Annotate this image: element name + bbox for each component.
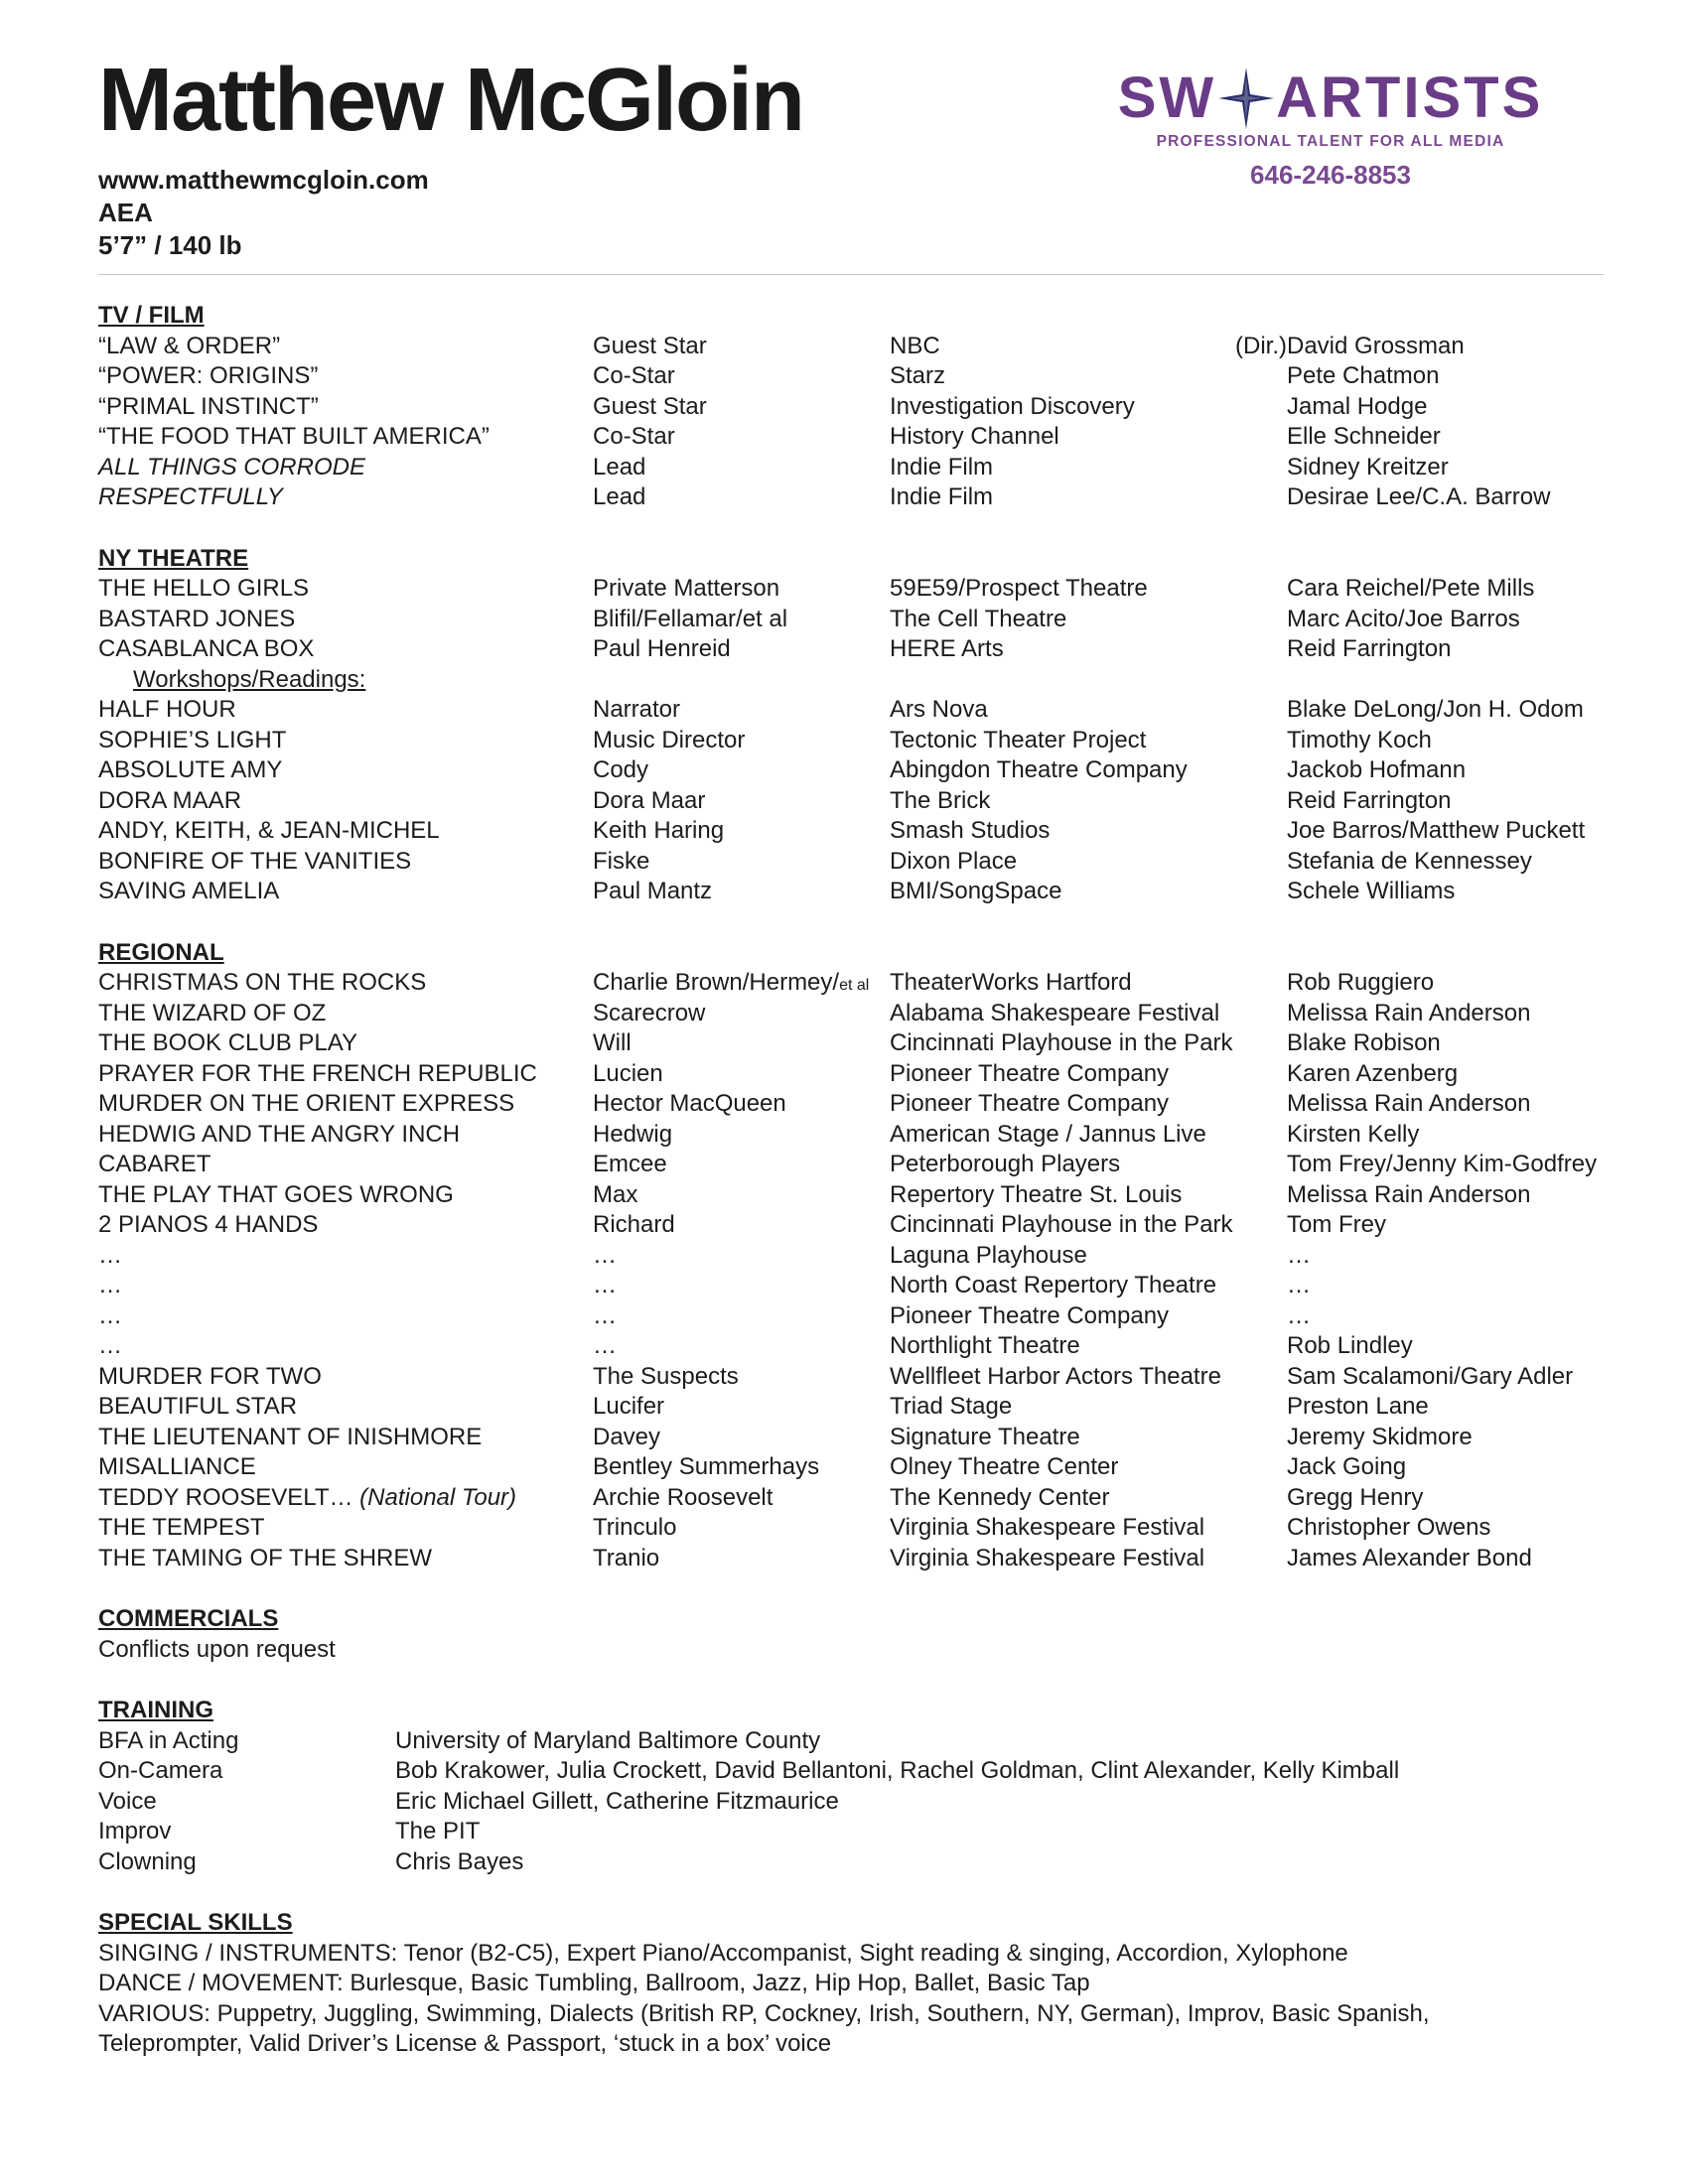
- credit-title: 2 PIANOS 4 HANDS: [98, 1211, 319, 1238]
- credit-role-note: et al: [839, 977, 870, 994]
- credit-role: Archie Roosevelt: [593, 1483, 774, 1511]
- credit-venue: Triad Stage: [890, 1393, 1013, 1420]
- credit-row: [98, 726, 1608, 756]
- credit-venue: The Kennedy Center: [890, 1483, 1110, 1511]
- credit-role: Lucifer: [593, 1393, 665, 1420]
- credit-title: HEDWIG AND THE ANGRY INCH: [98, 1120, 461, 1148]
- credit-director: Blake Robison: [1287, 1029, 1441, 1056]
- credit-role: Scarecrow: [593, 999, 706, 1026]
- credit-venue: Cincinnati Playhouse in the Park: [890, 1029, 1233, 1056]
- height-weight: 5’7” / 140 lb: [98, 230, 242, 260]
- credit-title: BONFIRE OF THE VANITIES: [98, 847, 412, 875]
- credit-row: [98, 999, 1608, 1029]
- credit-title: MURDER FOR TWO: [98, 1362, 322, 1390]
- credit-row: [98, 968, 1608, 999]
- credit-title: BASTARD JONES: [98, 605, 296, 632]
- regional-section: [98, 938, 1608, 1574]
- credit-role: Paul Mantz: [593, 878, 713, 904]
- credit-role: Emcee: [593, 1151, 667, 1177]
- credit-row: [98, 1271, 1608, 1301]
- tv-film-section: [98, 301, 1608, 513]
- credit-role: Dora Maar: [593, 786, 706, 814]
- credit-role: Narrator: [593, 696, 681, 723]
- credit-director: James Alexander Bond: [1287, 1544, 1532, 1571]
- training-row: [98, 1787, 1608, 1818]
- training-row: [98, 1726, 1608, 1757]
- agency-logo-right-text: ARTISTS: [1276, 66, 1544, 130]
- union-affiliation: AEA: [98, 198, 153, 227]
- credit-row: [98, 482, 1608, 513]
- credit-title: CHRISTMAS ON THE ROCKS: [98, 969, 427, 996]
- training-area: BFA in Acting: [98, 1726, 239, 1754]
- credit-row: [98, 1241, 1608, 1272]
- workshops-readings-heading: Workshops/Readings:: [133, 665, 366, 693]
- credit-venue: Dixon Place: [890, 847, 1018, 875]
- credit-director: Sam Scalamoni/Gary Adler: [1287, 1362, 1574, 1390]
- credit-role: Music Director: [593, 726, 746, 753]
- credit-title: HALF HOUR: [98, 696, 236, 723]
- credit-row: [98, 695, 1608, 726]
- credit-role: Guest Star: [593, 392, 707, 420]
- credit-title: ANDY, KEITH, & JEAN-MICHEL: [98, 817, 440, 844]
- credit-venue: Olney Theatre Center: [890, 1453, 1119, 1480]
- agency-logo-left-text: SW: [1117, 66, 1217, 130]
- credit-role: Keith Haring: [593, 817, 725, 844]
- credit-director: Stefania de Kennessey: [1287, 847, 1532, 875]
- skills-line-dance: DANCE / MOVEMENT: Burlesque, Basic Tumbling, Ballroom, Jazz, Hip Hop, Ballet, Basic Tap: [98, 1970, 1090, 1996]
- credit-row: [98, 1513, 1608, 1544]
- credit-row: [98, 1028, 1608, 1059]
- credit-row: [98, 1544, 1608, 1574]
- credit-venue: North Coast Repertory Theatre: [890, 1272, 1217, 1298]
- credit-row: [98, 1089, 1608, 1120]
- training-area: Clowning: [98, 1847, 197, 1875]
- credit-director: Schele Williams: [1287, 878, 1456, 904]
- credit-row: [98, 1150, 1608, 1180]
- section-title-ny-theatre: NY THEATRE: [98, 544, 249, 572]
- credit-title: “POWER: ORIGINS”: [98, 362, 319, 389]
- credit-title: THE PLAY THAT GOES WRONG: [98, 1180, 454, 1208]
- credit-role: Bentley Summerhays: [593, 1453, 820, 1480]
- agency-phone[interactable]: 646-246-8853: [1250, 160, 1411, 190]
- credit-title: MURDER ON THE ORIENT EXPRESS: [98, 1090, 515, 1117]
- credit-venue: The Brick: [890, 786, 991, 814]
- credit-director: …: [1287, 1301, 1311, 1329]
- credit-row: [98, 1331, 1608, 1362]
- skills-line-various: VARIOUS: Puppetry, Juggling, Swimming, Dialects (British RP, Cockney, Irish, Southern, NY, German), Improv, Basic Spanish,: [98, 1999, 1430, 2027]
- header-divider: [98, 274, 1604, 275]
- credit-director: Preston Lane: [1287, 1393, 1429, 1420]
- credit-row: [98, 605, 1608, 635]
- credit-role: Hector MacQueen: [593, 1090, 786, 1117]
- credit-director: Rob Lindley: [1287, 1332, 1413, 1359]
- credit-venue: Pioneer Theatre Company: [890, 1301, 1170, 1329]
- credit-director: Blake DeLong/Jon H. Odom: [1287, 696, 1584, 723]
- credit-venue: 59E59/Prospect Theatre: [890, 575, 1148, 602]
- credit-title: PRAYER FOR THE FRENCH REPUBLIC: [98, 1059, 537, 1087]
- star-icon: [1218, 68, 1274, 129]
- credit-venue: Laguna Playhouse: [890, 1241, 1087, 1269]
- credit-venue: Northlight Theatre: [890, 1332, 1080, 1359]
- credit-role: Trinculo: [593, 1514, 677, 1541]
- credit-row: [98, 574, 1608, 605]
- credit-title: THE WIZARD OF OZ: [98, 999, 327, 1026]
- credit-director: Jack Going: [1287, 1453, 1407, 1480]
- credit-role: Lead: [593, 453, 646, 480]
- credit-row: [98, 1180, 1608, 1211]
- credit-venue: Peterborough Players: [890, 1151, 1121, 1177]
- credit-row: [98, 1452, 1608, 1483]
- agency-block: [1092, 68, 1569, 191]
- credit-title: DORA MAAR: [98, 786, 242, 814]
- credit-director: Melissa Rain Anderson: [1287, 1180, 1531, 1208]
- credit-venue: Alabama Shakespeare Festival: [890, 999, 1220, 1026]
- credit-row: [98, 1423, 1608, 1453]
- credit-role: Blifil/Fellamar/et al: [593, 605, 788, 632]
- credit-role: Guest Star: [593, 332, 707, 359]
- credit-title: …: [98, 1332, 122, 1359]
- credit-row: [98, 453, 1608, 483]
- credit-title: THE BOOK CLUB PLAY: [98, 1029, 357, 1056]
- credit-title: “PRIMAL INSTINCT”: [98, 392, 319, 420]
- credit-director: Melissa Rain Anderson: [1287, 999, 1531, 1026]
- credit-director: …: [1287, 1241, 1311, 1269]
- credit-title: “THE FOOD THAT BUILT AMERICA”: [98, 423, 490, 450]
- credit-title-note: (National Tour): [352, 1483, 517, 1511]
- section-title-tv-film: TV / FILM: [98, 302, 205, 329]
- agency-logo: [1092, 68, 1569, 129]
- credit-director: Reid Farrington: [1287, 786, 1452, 814]
- special-skills-section: [98, 1908, 1608, 2060]
- credit-role: Co-Star: [593, 423, 675, 450]
- credit-row: [98, 634, 1608, 665]
- commercials-section: [98, 1604, 1608, 1665]
- credit-row: [98, 361, 1608, 392]
- section-title-commercials: COMMERCIALS: [98, 1605, 279, 1632]
- credit-title: …: [98, 1301, 122, 1329]
- training-section: [98, 1696, 1608, 1877]
- credit-director: Rob Ruggiero: [1287, 969, 1435, 996]
- training-row: [98, 1756, 1608, 1787]
- credit-title: ALL THINGS CORRODE: [98, 453, 365, 480]
- credit-row: [98, 786, 1608, 817]
- credit-row: [98, 1301, 1608, 1332]
- credit-role: Charlie Brown/Hermey/et al: [593, 969, 870, 996]
- section-title-regional: REGIONAL: [98, 938, 224, 966]
- section-title-special-skills: SPECIAL SKILLS: [98, 1909, 293, 1936]
- credit-director: Tom Frey: [1287, 1211, 1387, 1238]
- credit-venue: American Stage / Jannus Live: [890, 1120, 1206, 1148]
- credit-role: …: [593, 1301, 617, 1329]
- credit-venue: Tectonic Theater Project: [890, 726, 1147, 753]
- credit-role: Tranio: [593, 1544, 660, 1571]
- credit-title: “LAW & ORDER”: [98, 332, 281, 359]
- credit-row: [98, 1362, 1608, 1393]
- credit-venue: Ars Nova: [890, 696, 988, 723]
- credit-venue: Virginia Shakespeare Festival: [890, 1514, 1205, 1541]
- credit-title: CABARET: [98, 1151, 211, 1177]
- credit-role: Hedwig: [593, 1120, 673, 1148]
- credit-venue: History Channel: [890, 423, 1059, 450]
- training-area: On-Camera: [98, 1757, 223, 1784]
- training-row: [98, 1817, 1608, 1847]
- credit-role: …: [593, 1272, 617, 1298]
- contact-block: [98, 164, 429, 262]
- credit-director: Reid Farrington: [1287, 635, 1452, 662]
- credit-director: Pete Chatmon: [1287, 362, 1440, 389]
- commercials-note: Conflicts upon request: [98, 1635, 336, 1663]
- credit-director: Kirsten Kelly: [1287, 1120, 1420, 1148]
- credit-row: [98, 877, 1608, 907]
- training-detail: University of Maryland Baltimore County: [395, 1726, 821, 1754]
- credit-row: [98, 755, 1608, 786]
- credit-row: [98, 847, 1608, 878]
- credit-row: [98, 1392, 1608, 1423]
- training-detail: Chris Bayes: [395, 1847, 524, 1875]
- training-row: [98, 1847, 1608, 1878]
- agency-tagline: PROFESSIONAL TALENT FOR ALL MEDIA: [1156, 133, 1505, 150]
- credit-row: [98, 1120, 1608, 1151]
- credit-title: SAVING AMELIA: [98, 878, 280, 904]
- credit-title: TEDDY ROOSEVELT… (National Tour): [98, 1483, 517, 1511]
- credit-title: …: [98, 1241, 122, 1269]
- credit-venue: NBC: [890, 332, 940, 359]
- credit-director: Christopher Owens: [1287, 1514, 1491, 1541]
- credit-venue: Repertory Theatre St. Louis: [890, 1180, 1183, 1208]
- credit-row: [98, 392, 1608, 423]
- credit-venue: HERE Arts: [890, 635, 1004, 662]
- training-detail: The PIT: [395, 1818, 481, 1844]
- director-prefix: (Dir.): [1235, 332, 1287, 359]
- credit-title: SOPHIE’S LIGHT: [98, 726, 287, 753]
- credit-title: THE LIEUTENANT OF INISHMORE: [98, 1423, 483, 1450]
- credit-role: …: [593, 1241, 617, 1269]
- credit-venue: BMI/SongSpace: [890, 878, 1062, 904]
- credit-director: Cara Reichel/Pete Mills: [1287, 575, 1535, 602]
- skills-line-singing: SINGING / INSTRUMENTS: Tenor (B2-C5), Expert Piano/Accompanist, Sight reading & singing, Accordion, Xylophone: [98, 1939, 1348, 1967]
- credit-venue: TheaterWorks Hartford: [890, 969, 1132, 996]
- credit-role: Lucien: [593, 1059, 663, 1087]
- credit-director: Jamal Hodge: [1287, 392, 1428, 420]
- credit-role: Paul Henreid: [593, 635, 731, 662]
- credit-director: Jeremy Skidmore: [1287, 1423, 1473, 1450]
- training-area: Voice: [98, 1787, 157, 1815]
- credit-title: MISALLIANCE: [98, 1453, 256, 1480]
- credit-role: …: [593, 1332, 617, 1359]
- credit-title: THE TEMPEST: [98, 1514, 265, 1541]
- skills-line-various-continued: Teleprompter, Valid Driver’s License & Passport, ‘stuck in a box’ voice: [98, 2030, 832, 2057]
- credit-director: Jackob Hofmann: [1287, 756, 1467, 783]
- credit-venue: Investigation Discovery: [890, 392, 1135, 420]
- credit-director: David Grossman: [1287, 332, 1465, 359]
- credit-role: Cody: [593, 756, 649, 783]
- credit-title: THE TAMING OF THE SHREW: [98, 1544, 433, 1571]
- credit-title: ABSOLUTE AMY: [98, 756, 283, 783]
- credit-venue: Signature Theatre: [890, 1423, 1080, 1450]
- credit-role: Richard: [593, 1211, 675, 1238]
- credit-row: [98, 1210, 1608, 1241]
- training-detail: Eric Michael Gillett, Catherine Fitzmaurice: [395, 1787, 839, 1815]
- credit-director: Joe Barros/Matthew Puckett: [1287, 817, 1586, 844]
- credit-row: [98, 332, 1608, 362]
- credit-title: THE HELLO GIRLS: [98, 575, 310, 602]
- credit-venue: Abingdon Theatre Company: [890, 756, 1188, 783]
- credit-role: Private Matterson: [593, 575, 780, 602]
- credit-venue: Indie Film: [890, 483, 994, 510]
- credit-director: …: [1287, 1272, 1311, 1298]
- credit-venue: The Cell Theatre: [890, 605, 1067, 632]
- credit-venue: Indie Film: [890, 453, 994, 480]
- section-title-training: TRAINING: [98, 1697, 213, 1723]
- credit-director: Melissa Rain Anderson: [1287, 1090, 1531, 1117]
- credit-director: Gregg Henry: [1287, 1483, 1424, 1511]
- credit-title: RESPECTFULLY: [98, 483, 283, 510]
- credit-director: Tom Frey/Jenny Kim-Godfrey: [1287, 1151, 1598, 1177]
- credit-venue: Starz: [890, 362, 946, 389]
- credit-title: BEAUTIFUL STAR: [98, 1393, 298, 1420]
- credit-row: [98, 1483, 1608, 1514]
- credit-title: CASABLANCA BOX: [98, 635, 315, 662]
- credit-title: …: [98, 1272, 122, 1298]
- credit-director: Sidney Kreitzer: [1287, 453, 1449, 480]
- credit-venue: Pioneer Theatre Company: [890, 1059, 1170, 1087]
- credit-role: The Suspects: [593, 1362, 739, 1390]
- website-link[interactable]: www.matthewmcgloin.com: [98, 165, 429, 195]
- training-detail: Bob Krakower, Julia Crockett, David Bellantoni, Rachel Goldman, Clint Alexander, Kelly Kimball: [395, 1757, 1400, 1784]
- credit-role: Lead: [593, 483, 646, 510]
- credit-venue: Pioneer Theatre Company: [890, 1090, 1170, 1117]
- actor-name: Matthew McGloin: [98, 51, 803, 150]
- credit-director: Karen Azenberg: [1287, 1059, 1459, 1087]
- credit-director: Desirae Lee/C.A. Barrow: [1287, 483, 1551, 510]
- credit-director: Elle Schneider: [1287, 423, 1441, 450]
- training-area: Improv: [98, 1818, 172, 1844]
- credit-role: Max: [593, 1180, 638, 1208]
- credit-venue: Cincinnati Playhouse in the Park: [890, 1211, 1233, 1238]
- credit-venue: Wellfleet Harbor Actors Theatre: [890, 1362, 1221, 1390]
- credit-role: Fiske: [593, 847, 650, 875]
- credit-role: Will: [593, 1029, 632, 1056]
- credit-director: Timothy Koch: [1287, 726, 1432, 753]
- credit-venue: Virginia Shakespeare Festival: [890, 1544, 1205, 1571]
- ny-theatre-section: [98, 544, 1608, 907]
- credit-row: [98, 1059, 1608, 1090]
- credit-row: [98, 422, 1608, 453]
- credit-venue: Smash Studios: [890, 817, 1051, 844]
- credit-row: [98, 816, 1608, 847]
- resume-body: [98, 301, 1608, 2060]
- credit-role: Davey: [593, 1423, 661, 1450]
- credit-director: Marc Acito/Joe Barros: [1287, 605, 1520, 632]
- credit-role: Co-Star: [593, 362, 675, 389]
